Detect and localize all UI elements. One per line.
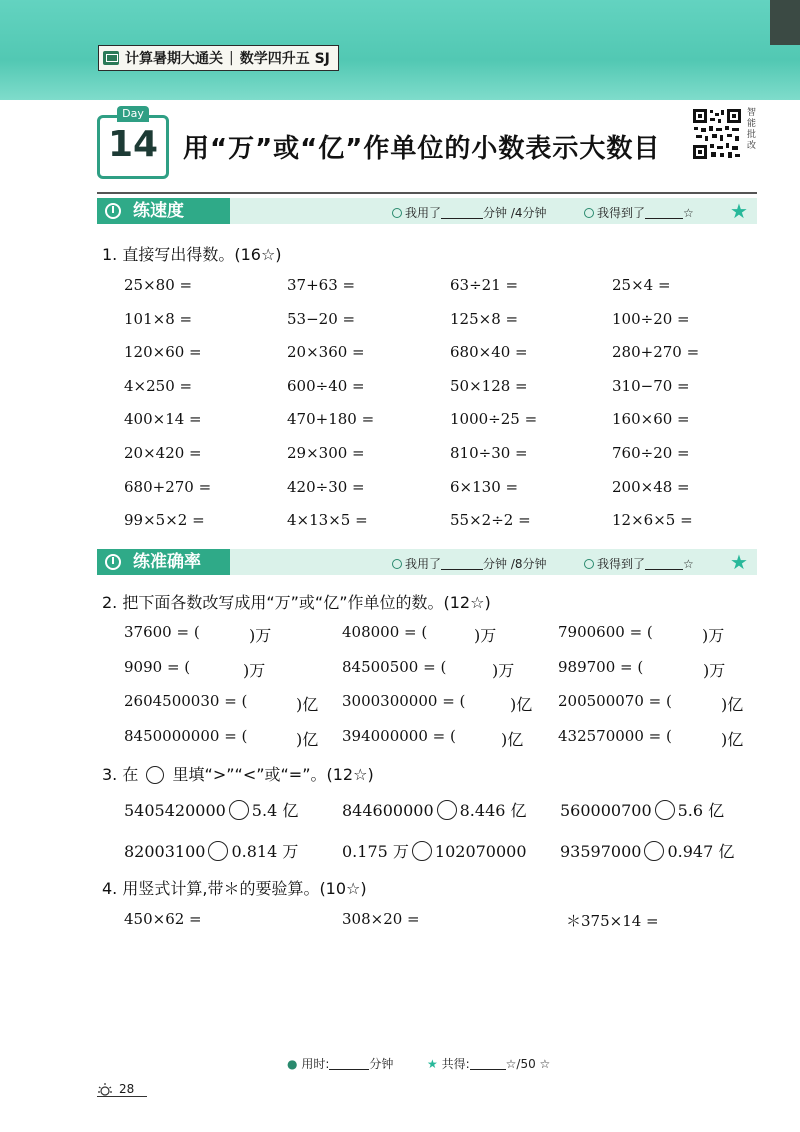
section-accuracy-text: 练准确率	[133, 552, 201, 572]
comparison-item	[342, 798, 527, 821]
conversion-number: 989700 = (	[558, 657, 644, 676]
answer-unit: )万	[492, 660, 515, 680]
math-item: 101×8 =	[124, 309, 193, 328]
conversion-number: 9090 = (	[124, 657, 191, 676]
math-item: 4×250 =	[124, 376, 193, 395]
series-separator: |	[229, 50, 234, 66]
answer-unit: )万	[243, 660, 266, 680]
clock-icon	[392, 559, 402, 569]
target-icon	[105, 554, 121, 570]
section-accuracy-label	[97, 549, 230, 575]
answer-unit: )万	[702, 626, 725, 645]
time-used-2	[392, 555, 547, 572]
math-item: 680+270 =	[124, 477, 212, 496]
series-name: 计算暑期大通关	[125, 51, 223, 67]
compare-circle-blank[interactable]	[229, 800, 249, 820]
math-item: 1000÷25 =	[450, 410, 538, 429]
compare-right: 0.947 亿	[667, 842, 735, 861]
math-item: 4×13×5 =	[287, 511, 368, 530]
vertical-calc-item: ＊375×14 =	[566, 912, 659, 930]
book-icon	[103, 51, 119, 65]
math-item: 25×4 =	[612, 276, 671, 294]
score-blank[interactable]	[645, 206, 683, 219]
stopwatch-icon	[105, 203, 121, 219]
math-item: 600÷40 =	[287, 376, 365, 395]
conversion-number: 2604500030 = (	[124, 692, 248, 710]
score-prefix: 我得到了	[597, 557, 646, 571]
check-icon	[584, 208, 594, 218]
circle-icon	[146, 766, 164, 784]
compare-left: 844600000	[342, 801, 434, 820]
compare-left: 560000700	[560, 801, 652, 820]
star-icon: ★	[427, 1057, 438, 1071]
time-used	[392, 204, 547, 221]
answer-unit: )万	[474, 626, 497, 645]
math-item: 25×80 =	[124, 276, 193, 294]
math-item: 810÷30 =	[450, 444, 528, 462]
comparison-item	[124, 798, 298, 821]
footer-time-label: 用时:	[301, 1057, 330, 1071]
q3-title	[102, 762, 374, 785]
page-number: 28	[97, 1082, 147, 1097]
conversion-number: 84500500 = (	[342, 657, 447, 676]
compare-left: 5405420000	[124, 801, 226, 820]
q4-title: 4. 用竖式计算,带＊的要验算。(10☆)	[102, 879, 367, 898]
day-label: Day	[117, 106, 149, 122]
score-earned-2	[584, 555, 694, 572]
math-item: 120×60 =	[124, 343, 202, 362]
qr-caption: 智能批改	[747, 108, 757, 151]
math-item: 760÷20 =	[612, 444, 690, 462]
footer-total-label: 共得:	[441, 1057, 470, 1071]
conversion-number: 200500070 = (	[558, 692, 672, 710]
section-speed-bar	[97, 198, 757, 224]
section-speed-text: 练速度	[133, 201, 184, 221]
check-icon	[584, 559, 594, 569]
math-item: 37+63 =	[287, 276, 356, 294]
compare-circle-blank[interactable]	[437, 800, 457, 820]
series-grade: 数学四升五 SJ	[239, 51, 330, 67]
q3-title-pre: 3. 在	[102, 765, 139, 784]
section-speed-label	[97, 198, 230, 224]
score-earned	[584, 204, 694, 221]
day-number: 14	[107, 124, 159, 165]
day-badge	[97, 107, 169, 179]
math-item: 100÷20 =	[612, 309, 690, 328]
math-item: 400×14 =	[124, 410, 202, 429]
footer-time-unit: 分钟	[369, 1057, 394, 1071]
score-blank[interactable]	[645, 557, 683, 570]
comparison-item	[560, 798, 724, 821]
math-item: 20×420 =	[124, 444, 202, 462]
star-icon: ★	[730, 550, 748, 574]
compare-right: 8.446 亿	[459, 801, 527, 820]
math-item: 53−20 =	[287, 309, 356, 328]
answer-unit: )万	[703, 660, 726, 680]
comparison-item	[342, 839, 527, 862]
time-blank[interactable]	[441, 557, 483, 570]
time-prefix: 我用了	[405, 206, 442, 220]
answer-unit: )亿	[721, 729, 744, 749]
compare-right: 102070000	[434, 842, 527, 861]
math-item: 20×360 =	[287, 343, 365, 362]
divider-line	[97, 192, 757, 194]
clock-icon	[392, 208, 402, 218]
conversion-number: 394000000 = (	[342, 726, 456, 745]
compare-circle-blank[interactable]	[655, 800, 675, 820]
math-item: 63÷21 =	[450, 276, 519, 294]
math-item: 99×5×2 =	[124, 511, 205, 530]
math-item: 200×48 =	[612, 477, 690, 496]
vertical-calc-item: 450×62 =	[124, 910, 202, 928]
answer-unit: )亿	[501, 729, 524, 749]
math-item: 29×300 =	[287, 444, 365, 462]
compare-right: 5.4 亿	[251, 801, 299, 820]
compare-circle-blank[interactable]	[644, 841, 664, 861]
answer-unit: )万	[249, 626, 272, 645]
math-item: 12×6×5 =	[612, 511, 693, 530]
math-item: 280+270 =	[612, 343, 700, 362]
math-item: 680×40 =	[450, 343, 528, 362]
answer-unit: )亿	[296, 729, 319, 749]
series-banner	[98, 45, 339, 71]
compare-right: 0.814 万	[231, 842, 299, 861]
compare-circle-blank[interactable]	[412, 841, 432, 861]
math-item: 160×60 =	[612, 410, 690, 429]
time-suffix: 分钟 /8分钟	[483, 557, 547, 571]
math-item: 470+180 =	[287, 410, 375, 429]
section-accuracy-bar	[97, 549, 757, 575]
math-item: 420÷30 =	[287, 477, 365, 496]
q1-title: 1. 直接写出得数。(16☆)	[102, 245, 282, 264]
lesson-title: 用“万”或“亿”作单位的小数表示大数目	[183, 134, 661, 164]
math-item: 310−70 =	[612, 376, 690, 395]
time-prefix: 我用了	[405, 557, 442, 571]
conversion-number: 408000 = (	[342, 623, 428, 641]
q3-title-post: 里填“>”“<”或“=”。(12☆)	[172, 765, 374, 784]
answer-unit: )亿	[721, 695, 744, 714]
time-blank[interactable]	[441, 206, 483, 219]
conversion-number: 7900600 = (	[558, 623, 653, 641]
compare-left: 82003100	[124, 842, 206, 861]
star-icon: ★	[730, 199, 748, 223]
page-corner	[770, 0, 800, 45]
q2-title: 2. 把下面各数改写成用“万”或“亿”作单位的数。(12☆)	[102, 593, 491, 612]
compare-right: 5.6 亿	[677, 801, 725, 820]
compare-left: 93597000	[560, 842, 642, 861]
footer-total-suffix: ☆/50 ☆	[505, 1057, 551, 1071]
answer-unit: )亿	[296, 695, 319, 714]
compare-left: 0.175 万	[342, 842, 409, 861]
conversion-number: 37600 = (	[124, 623, 200, 641]
vertical-calc-item: 308×20 =	[342, 910, 420, 928]
answer-unit: )亿	[510, 695, 533, 714]
clock-icon: ●	[287, 1057, 298, 1071]
math-item: 55×2÷2 =	[450, 511, 531, 530]
score-prefix: 我得到了	[597, 206, 646, 220]
star-mark: ☆	[683, 557, 694, 571]
math-item: 125×8 =	[450, 309, 519, 328]
conversion-number: 3000300000 = (	[342, 692, 466, 710]
qr-code-icon[interactable]	[692, 108, 742, 160]
math-item: 6×130 =	[450, 477, 519, 496]
footer-total-blank[interactable]	[470, 1057, 506, 1070]
conversion-number: 8450000000 = (	[124, 726, 248, 745]
star-mark: ☆	[683, 206, 694, 220]
compare-circle-blank[interactable]	[208, 841, 228, 861]
comparison-item	[560, 839, 734, 862]
math-item: 50×128 =	[450, 376, 528, 395]
comparison-item	[124, 839, 298, 862]
conversion-number: 432570000 = (	[558, 726, 672, 745]
footer-time-blank[interactable]	[329, 1057, 369, 1070]
time-suffix: 分钟 /4分钟	[483, 206, 547, 220]
footer-summary	[287, 1055, 550, 1072]
